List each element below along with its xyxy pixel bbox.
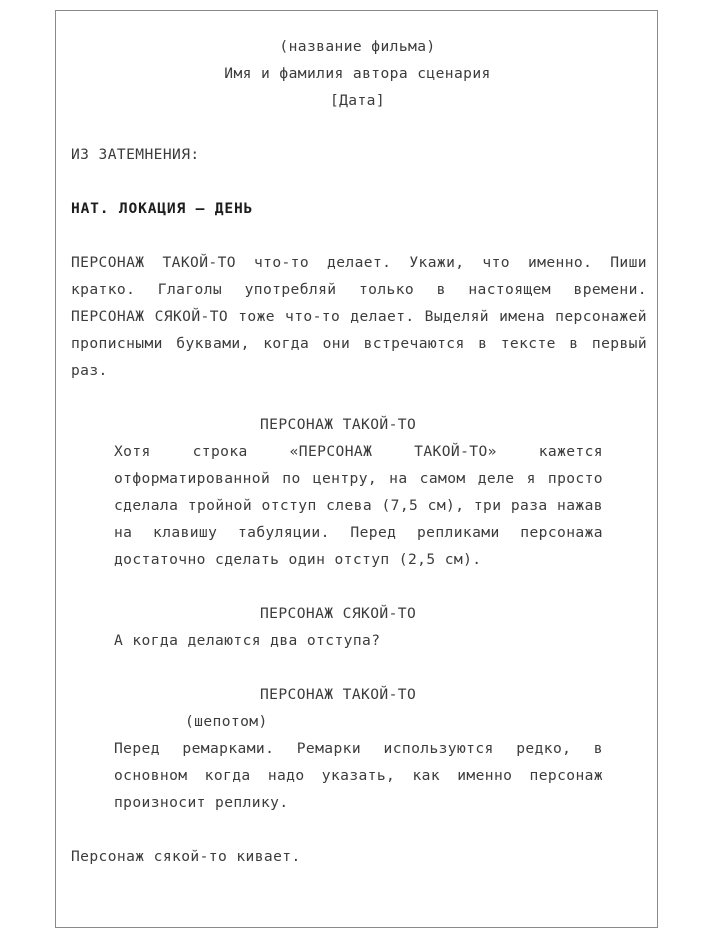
spacer-after-transition <box>71 168 644 195</box>
parenthetical: (шепотом) <box>185 713 268 730</box>
dialogue-text: А когда делаются два отступа? <box>114 632 381 649</box>
action-paragraph-1: ПЕРСОНАЖ ТАКОЙ-ТО что-то делает. Укажи, что именно. Пиши кратко. Глаголы употребляй только в настоящем времени. ПЕРСОНАЖ СЯКОЙ-ТО тоже что-то делает. Выделяй имена персонажей прописными буквами, когда они встречаются в тексте в первый раз. <box>71 254 657 379</box>
author-name: Имя и фамилия автора сценария <box>224 65 491 82</box>
dialogue-text: Хотя строка «ПЕРСОНАЖ ТАКОЙ-ТО» кажется отформатированной по центру, на самом деле я просто сделала тройной отступ слева (7,5 см), три раза нажав на клавишу табуляции. Перед репликами персонажа достаточно сделать один отступ (2,5 см). <box>114 443 613 568</box>
dialogue-block <box>71 600 644 654</box>
transition-in: ИЗ ЗАТЕМНЕНИЯ: <box>71 146 200 163</box>
screenplay-page <box>55 10 658 928</box>
film-title: (название фильма) <box>279 38 436 55</box>
spacer-after-title <box>71 114 644 141</box>
character-cue: ПЕРСОНАЖ ТАКОЙ-ТО <box>260 416 417 433</box>
dialogue-block <box>71 681 644 816</box>
character-cue: ПЕРСОНАЖ ТАКОЙ-ТО <box>260 686 417 703</box>
page-content <box>56 11 657 870</box>
action-paragraph-2: Персонаж сякой-то кивает. <box>71 848 301 865</box>
spacer-after-scene-heading <box>71 222 644 249</box>
character-cue: ПЕРСОНАЖ СЯКОЙ-ТО <box>260 605 417 622</box>
dialogue-block <box>71 411 644 573</box>
scene-heading: НАТ. ЛОКАЦИЯ — ДЕНЬ <box>71 200 254 217</box>
dialogue-text: Перед ремарками. Ремарки используются редко, в основном когда надо указать, как именно персонаж произносит реплику. <box>114 740 613 811</box>
date-placeholder: [Дата] <box>329 92 386 109</box>
title-block <box>71 33 644 114</box>
